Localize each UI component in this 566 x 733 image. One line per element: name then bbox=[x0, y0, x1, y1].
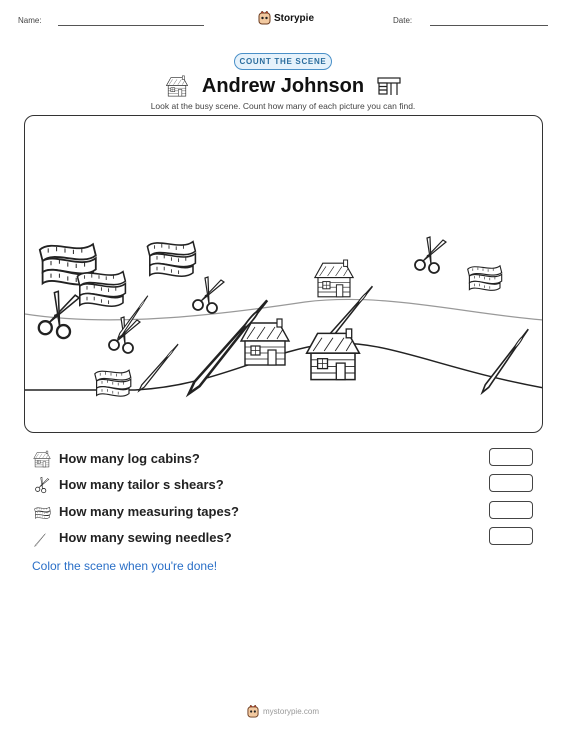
measuring-tape-4 bbox=[468, 266, 502, 291]
storypie-mascot-icon bbox=[247, 705, 259, 718]
question-text: How many log cabins? bbox=[59, 451, 200, 466]
sewing-needle-icon bbox=[33, 529, 51, 547]
brand-logo bbox=[258, 10, 314, 26]
color-instruction: Color the scene when you're done! bbox=[32, 559, 218, 573]
desk-icon bbox=[376, 75, 402, 97]
date-label: Date: bbox=[393, 16, 413, 25]
question-sewing-needles bbox=[33, 527, 538, 549]
answer-box-shears[interactable] bbox=[489, 474, 533, 492]
activity-badge: COUNT THE SCENE bbox=[234, 53, 332, 70]
brand-name: Storypie bbox=[274, 12, 315, 24]
measuring-tape-2 bbox=[77, 272, 125, 307]
footer-brand-url[interactable]: mystorypie.com bbox=[262, 706, 319, 716]
scene-illustration bbox=[25, 116, 543, 433]
answer-box-log-cabins[interactable] bbox=[489, 448, 533, 466]
page-title: Andrew Johnson bbox=[201, 74, 365, 97]
footer bbox=[0, 703, 566, 719]
name-label: Name: bbox=[18, 16, 42, 25]
shears-2 bbox=[193, 277, 224, 313]
answer-box-sewing-needles[interactable] bbox=[489, 527, 533, 545]
question-measuring-tapes bbox=[33, 501, 538, 523]
shears-icon bbox=[33, 476, 51, 494]
log-cabin-3 bbox=[307, 329, 360, 380]
shears-4 bbox=[415, 237, 446, 273]
measuring-tape-3 bbox=[147, 242, 195, 277]
question-text: How many tailor s shears? bbox=[59, 477, 224, 492]
busy-scene bbox=[24, 115, 543, 433]
question-text: How many sewing needles? bbox=[59, 530, 232, 545]
question-shears bbox=[33, 474, 538, 496]
worksheet-header bbox=[0, 0, 566, 40]
instructions: Look at the busy scene. Count how many of each picture you can find. bbox=[150, 101, 416, 111]
measuring-tape-icon bbox=[33, 503, 51, 521]
answer-box-measuring-tapes[interactable] bbox=[489, 501, 533, 519]
storypie-mascot-icon bbox=[258, 11, 271, 25]
log-cabin-icon bbox=[164, 75, 190, 97]
log-cabin-1 bbox=[315, 260, 353, 297]
measuring-tape-5 bbox=[95, 370, 131, 396]
name-line[interactable] bbox=[58, 25, 204, 26]
shears-3 bbox=[109, 317, 140, 353]
question-log-cabins bbox=[33, 448, 538, 470]
shears-1 bbox=[39, 291, 79, 338]
log-cabin-icon bbox=[33, 450, 51, 468]
needle-2 bbox=[138, 343, 180, 392]
question-text: How many measuring tapes? bbox=[59, 504, 239, 519]
title-row bbox=[0, 73, 566, 99]
date-line[interactable] bbox=[430, 25, 548, 26]
